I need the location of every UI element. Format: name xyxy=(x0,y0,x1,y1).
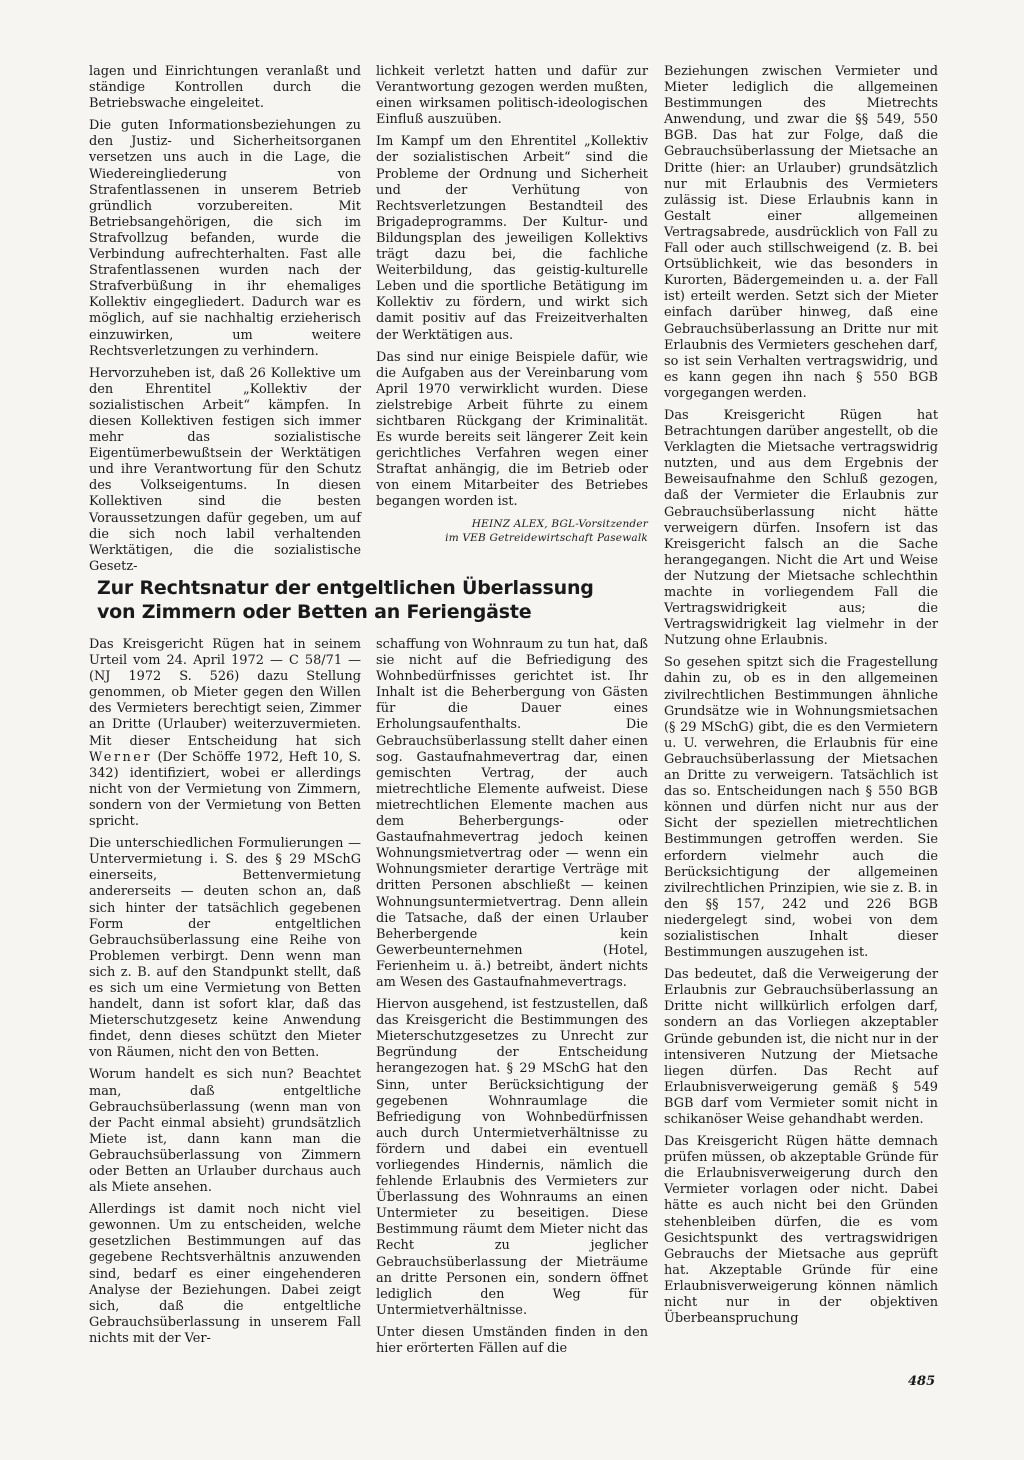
article1-column-2 xyxy=(376,64,648,545)
paragraph: Beziehungen zwischen Vermieter und Mieter lediglich die allgemeinen Bestimmungen des Mietrechts Anwendung, und zwar die §§ 549, 550 BGB. Das hat zur Folge, daß die Gebrauchsüberlassung der Mietsache an Dritte (hier: an Urlauber) grundsätzlich nur mit Erlaubnis des Vermieters zulässig ist. Diese Erlaubnis kann in Gestalt einer allgemeinen Vertragsabrede, ausdrücklich von Fall zu Fall oder auch stillschweigend (z. B. bei Ortsüblichkeit, wie das besonders in Kurorten, Bädergemeinden u. a. der Fall ist) erteilt werden. Setzt sich der Mieter einfach darüber hinweg, daß eine Gebrauchsüberlassung an Dritte nur mit Erlaubnis des Vermieters geschehen darf, so ist sein Verhalten vertragswidrig, und es kann gegen ihn nach § 550 BGB vorgegangen werden. xyxy=(664,64,938,401)
paragraph: Hervorzuheben ist, daß 26 Kollektive um den Ehrentitel „Kollektiv der sozialistischen Arbeit“ kämpfen. In diesen Kollektiven festigen sich immer mehr das sozialistische Eigentümerbewußtsein der Werktätigen und ihre Verantwortung für den Schutz des Volkseigentums. In diesen Kollektiven sind die besten Voraussetzungen dafür gegeben, um auf die sich noch labil verhaltenden Werktätigen, die die sozialistische Gesetz- xyxy=(89,365,361,574)
paragraph-text: Das Kreisgericht Rügen hat in seinem Urteil vom 24. April 1972 — C 58/71 — (NJ 1972 S. 526) dazu Stellung genommen, ob Mieter gegen den Willen des Vermieters berechtigt seien, Zimmer an Dritte (Urlauber) weiterzuvermieten. Mit dieser Entscheidung hat sich xyxy=(89,637,361,749)
paragraph: Das Kreisgericht Rügen hat Betrachtungen darüber angestellt, ob die Verklagten die Mietsache vertragswidrig nutzten, und aus dem Ergebnis der Beweisaufnahme den Schluß gezogen, daß der Vermieter die Erlaubnis zur Gebrauchsüberlassung nicht hätte verweigern dürfen. Insofern ist das Kreisgericht falsch an die Sache herangegangen. Nicht die Art und Weise der Nutzung der Mietsache schlechthin machte in vorliegendem Fall die Vertragswidrigkeit aus; die Vertragswidrigkeit lag vielmehr in der Nutzung ohne Erlaubnis. xyxy=(664,407,938,649)
paragraph: Das sind nur einige Beispiele dafür, wie die Aufgaben aus der Vereinbarung vom April 1970 verwirklicht wurden. Diese zielstrebige Arbeit führte zu einem sichtbaren Rückgang der Kriminalität. Es wurde bereits seit längerer Zeit kein gerichtliches Verfahren wegen einer Straftat anhängig, die im Betrieb oder von einem Mitarbeiter des Betriebes begangen worden ist. xyxy=(376,349,648,510)
paragraph: Das Kreisgericht Rügen hätte demnach prüfen müssen, ob akzeptable Gründe für die Erlaubnisverweigerung durch den Vermieter vorlagen oder nicht. Dabei hätte es auch nicht bei den Gründen stehenbleiben dürfen, die es vom Gesichtspunkt des vertragswidrigen Gebrauchs der Mietsache aus geprüft hat. Akzeptable Gründe für eine Erlaubnisverweigerung können nämlich nicht nur in der objektiven Überbeanspruchung xyxy=(664,1134,938,1327)
headline-line: Zur Rechtsnatur der entgeltlichen Überlassung xyxy=(97,577,594,599)
cited-author: Werner xyxy=(89,749,153,765)
paragraph: Die guten Informationsbeziehungen zu den Justiz- und Sicherheitsorganen versetzen uns auch in die Lage, die Wiedereingliederung von Strafentlassenen in unserem Betrieb gründlich vorzubereiten. Mit Betriebsangehörigen, die sich im Strafvollzug befanden, wurde die Verbindung aufrechterhalten. Fast alle Strafentlassenen wurden nach der Strafverbüßung in ihr ehemaliges Kollektiv eingegliedert. Dadurch war es möglich, auf sie nachhaltig erzieherisch einzuwirken, um weitere Rechtsverletzungen zu verhindern. xyxy=(89,118,361,359)
paragraph: schaffung von Wohnraum zu tun hat, daß sie nicht auf die Befriedigung des Wohnbedürfnisses gerichtet ist. Ihr Inhalt ist die Beherbergung von Gästen für die Dauer eines Erholungsaufenthalts. Die Gebrauchsüberlassung stellt daher einen sog. Gastaufnahmevertrag dar, einen gemischten Vertrag, der auch mietrechtliche Elemente aufweist. Diese mietrechtlichen Elemente machen aus dem Beherbergungs- oder Gastaufnahmevertrag jedoch keinen Wohnungsmietvertrag oder — wenn ein Wohnungsmieter derartige Verträge mit dritten Personen abschließt — keinen Wohnungsuntermietvertrag. Denn allein die Tatsache, daß der einen Urlauber Beherbergende kein Gewerbeunternehmen (Hotel, Ferienheim u. ä.) betreibt, ändert nichts am Wesen des Gastaufnahmevertrags. xyxy=(376,637,648,990)
author-name: HEINZ ALEX, BGL-Vorsitzender xyxy=(471,517,648,530)
paragraph-text: (Der Schöffe 1972, Heft 10, S. 342) identifiziert, wobei er allerdings nicht von der Vermietung von Zimmern, sondern von der Vermietung von Betten spricht. xyxy=(89,749,361,830)
page-number: 485 xyxy=(908,1374,936,1389)
paragraph: lagen und Einrichtungen veranlaßt und ständige Kontrollen durch die Betriebswache eingeleitet. xyxy=(89,64,361,112)
article2-column-1 xyxy=(89,637,361,1353)
paragraph: Unter diesen Umständen finden in den hier erörterten Fällen auf die xyxy=(376,1324,648,1357)
article-headline xyxy=(97,576,637,624)
paragraph: lichkeit verletzt hatten und dafür zur Verantwortung gezogen werden mußten, einen wirksamen politisch-ideologischen Einfluß auszuüben. xyxy=(376,64,648,128)
paragraph: Im Kampf um den Ehrentitel „Kollektiv der sozialistischen Arbeit“ sind die Probleme der Ordnung und Sicherheit und der Verhütung von Rechtsverletzungen Bestandteil des Brigadeprogramms. Der Kultur- und Bildungsplan des jeweiligen Kollektivs trägt dazu bei, die fachliche Weiterbildung, das geistig-kulturelle Leben und die sportliche Betätigung im Kollektiv zu fördern, und wirkt sich damit positiv auf das Freizeitverhalten der Werktätigen aus. xyxy=(376,134,648,343)
paragraph: So gesehen spitzt sich die Fragestellung dahin zu, ob es in den allgemeinen zivilrechtlichen Bestimmungen ähnliche Grundsätze wie in Wohnungsmietsachen (§ 29 MSchG) gibt, die es den Vermietern u. U. verwehren, die Erlaubnis für eine Gebrauchsüberlassung der Mietsachen an Dritte zu verweigern. Tatsächlich ist das so. Entscheidungen nach § 550 BGB können und dürfen nicht nur aus der Sicht der speziellen mietrechtlichen Bestimmungen getroffen werden. Sie erfordern vielmehr auch die Berücksichtigung der allgemeinen zivilrechtlichen Prinzipien, wie sie z. B. in den §§ 157, 242 und 226 BGB niedergelegt sind, wobei von dem sozialistischen Inhalt dieser Bestimmungen auszugehen ist. xyxy=(664,655,938,961)
paragraph: Die unterschiedlichen Formulierungen — Untervermietung i. S. des § 29 MSchG einerseits, Bettenvermietung andererseits — deuten schon an, daß sich hinter der tatsächlich gegebenen Form der entgeltlichen Gebrauchsüberlassung eine Reihe von Problemen verbirgt. Denn wenn man sich z. B. auf den Standpunkt stellt, daß es sich um eine Vermietung von Betten handelt, dann ist sofort klar, daß das Mieterschutzgesetz keine Anwendung findet, denn dieses schützt den Mieter von Räumen, nicht den von Betten. xyxy=(89,836,361,1061)
article2-column-2 xyxy=(376,637,648,1363)
author-signature xyxy=(376,517,648,545)
paragraph xyxy=(89,637,361,830)
paragraph: Allerdings ist damit noch nicht viel gewonnen. Um zu entscheiden, welche gesetzlichen Bestimmungen auf das gegebene Rechtsverhältnis anzuwenden sind, bedarf es einer eingehenderen Analyse der Beziehungen. Dabei zeigt sich, daß die entgeltliche Gebrauchsüberlassung in unserem Fall nichts mit der Ver- xyxy=(89,1202,361,1346)
article2-column-3 xyxy=(664,64,938,1327)
author-affiliation: im VEB Getreidewirtschaft Pasewalk xyxy=(445,531,648,544)
paragraph: Worum handelt es sich nun? Beachtet man, daß entgeltliche Gebrauchsüberlassung (wenn man von der Pacht einmal absieht) grundsätzlich Miete ist, dann kann man die Gebrauchsüberlassung von Zimmern oder Betten an Urlauber durchaus auch als Miete ansehen. xyxy=(89,1067,361,1196)
paragraph: Hiervon ausgehend, ist festzustellen, daß das Kreisgericht die Bestimmungen des Mieterschutzgesetzes zu Unrecht zur Begründung der Entscheidung herangezogen hat. § 29 MSchG hat den Sinn, unter Berücksichtigung der gegebenen Wohnraumlage die Befriedigung von Wohnbedürfnissen auch durch Untermietverhältnisse zu fördern und dabei ein eventuell vorliegendes Hindernis, nämlich die fehlende Erlaubnis des Vermieters zur Überlassung des Wohnraums an einen Untermieter zu beseitigen. Diese Bestimmung räumt dem Mieter nicht das Recht zu jeglicher Gebrauchsüberlassung der Mieträume an dritte Personen ein, sondern öffnet lediglich den Weg für Untermietverhältnisse. xyxy=(376,997,648,1318)
paragraph: Das bedeutet, daß die Verweigerung der Erlaubnis zur Gebrauchsüberlassung an Dritte nicht willkürlich erfolgen darf, sondern an das Vorliegen akzeptabler Gründe gebunden ist, die nicht nur in der intensiveren Nutzung der Mietsache liegen dürfen. Das Recht auf Erlaubnisverweigerung gemäß § 549 BGB darf vom Vermieter somit nicht in schikanöser Weise gehandhabt werden. xyxy=(664,967,938,1127)
headline-line: von Zimmern oder Betten an Feriengäste xyxy=(97,601,532,623)
article1-column-1 xyxy=(89,64,361,581)
